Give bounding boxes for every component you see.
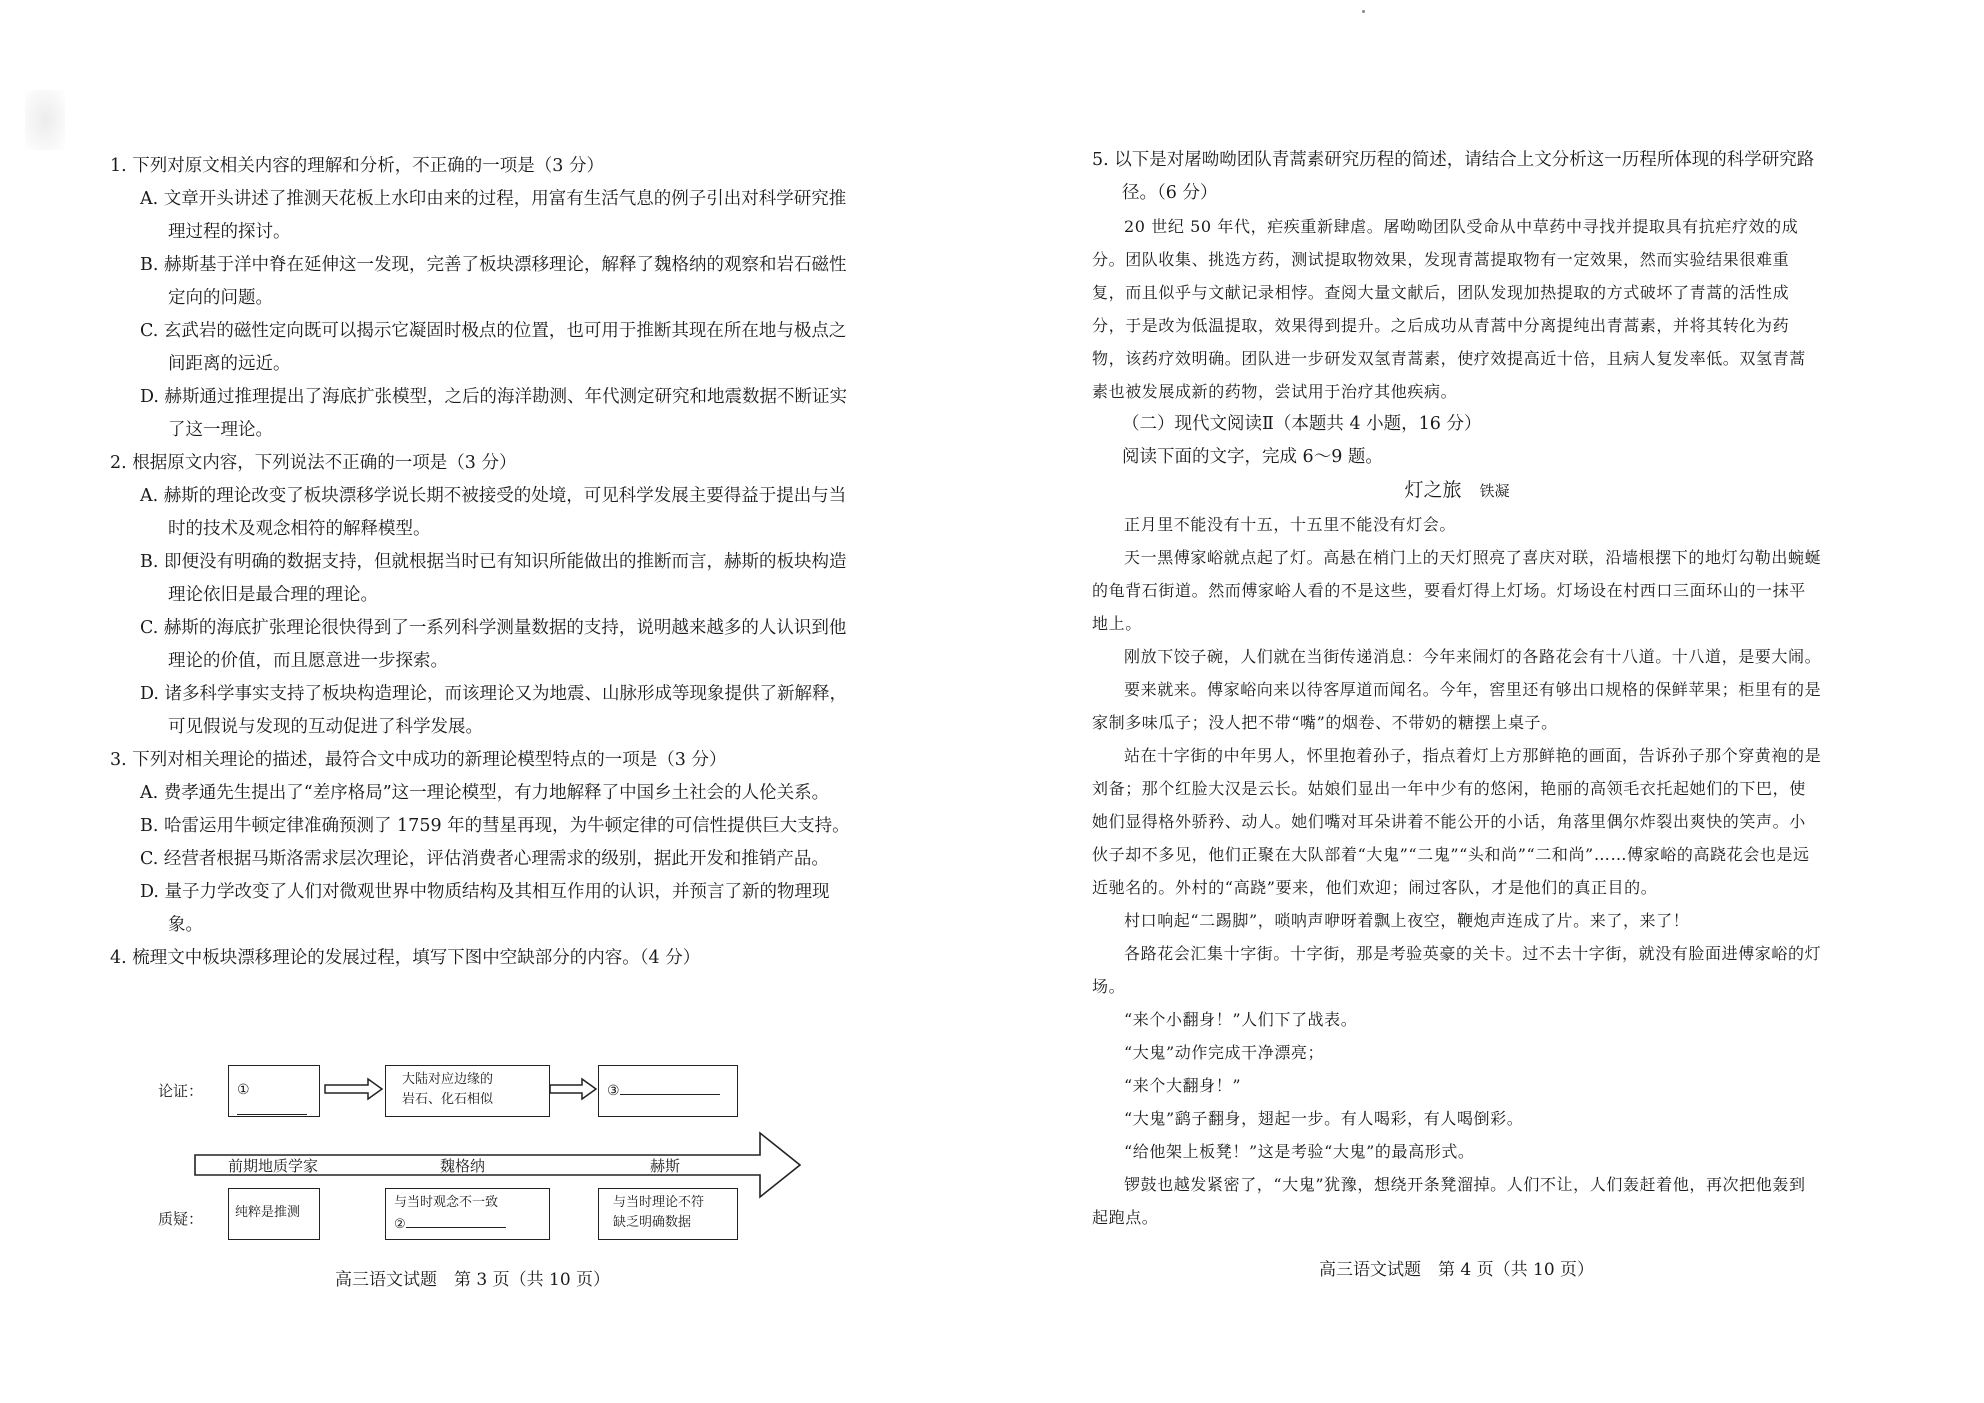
arrow-2-icon [550,1079,596,1099]
article-paragraph: “大鬼”鹞子翻身，翅起一步。有人喝彩，有人喝倒彩。 [1124,1109,1524,1128]
article-paragraph: 站在十字街的中年男人，怀里抱着孙子，指点着灯上方那鲜艳的画面，告诉孙子那个穿黄袍的是刘备；那个红脸大汉是云长。姑娘们显出一年中少有的悠闲，艳丽的高领毛衣托起她们的下巴，使她们显得格外骄矜、动人。她们嘴对耳朵讲着不能公开的小话，角落里偶尔炸裂出爽快的笑声。小伙子却不多见，他们正聚在大队部着“大鬼”“二鬼”“头和尚”“二和尚”……傅家峪的高跷花会也是远近驰名的。外村的“高跷”要来，他们欢迎；闹过客队，才是他们的真正目的。 [1092,746,1822,897]
article-paragraph: 正月里不能没有十五，十五里不能没有灯会。 [1124,515,1457,534]
article-paragraph: 天一黑傅家峪就点起了灯。高悬在梢门上的天灯照亮了喜庆对联，沿墙根摆下的地灯勾勒出蜿蜒的龟背石街道。然而傅家峪人看的不是这些，要看灯得上灯场。灯场设在村西口三面环山的一抹平地上。 [1092,548,1822,633]
article-header [1092,474,1822,508]
section-heading: （二）现代文阅读Ⅱ（本题共 4 小题，16 分） [1122,414,1482,434]
question-5-stem: 5. 以下是对屠呦呦团队青蒿素研究历程的简述，请结合上文分析这一历程所体现的科学研究路径。（6 分） [1092,150,1815,203]
blank-3-marker: ③ [607,1083,620,1099]
right-page [992,0,1984,1403]
doubt-label: 质疑： [158,1210,204,1228]
question-5-passage: 20 世纪 50 年代，疟疾重新肆虐。屠呦呦团队受命从中草药中寻找并提取具有抗疟疗效的成分。团队收集、挑选方药，测试提取物效果，发现青蒿提取物有一定效果，然而实验结果很难重复，而且似乎与文献记录相悖。查阅大量文献后，团队发现加热提取的方式破坏了青蒿的活性成分，于是改为低温提取，效果得到提升。之后成功从青蒿中分离提纯出青蒿素，并将其转化为药物，该药疗效明确。团队进一步研发双氢青蒿素，使疗效提高近十倍，且病人复发率低。双氢青蒿素也被发展成新的药物，尝试用于治疗其他疾病。 [1092,217,1806,401]
timeline-label-hess: 赫斯 [650,1157,681,1175]
article-paragraph: “来个大翻身！” [1124,1076,1242,1095]
question-2-option-d: D. 诸多科学事实支持了板块构造理论，而该理论又为地震、山脉形成等现象提供了新解释，可见假说与发现的互动促进了科学发展。 [140,684,848,737]
question-1-option-d: D. 赫斯通过推理提出了海底扩张模型，之后的海洋勘测、年代测定研究和地震数据不断证实了这一理论。 [140,387,848,440]
question-3-option-b: B. 哈雷运用牛顿定律准确预测了 1759 年的彗星再现，为牛顿定律的可信性提供巨大支持。 [140,816,850,836]
article-paragraph: “给他架上板凳！”这是考验“大鬼”的最高形式。 [1124,1142,1475,1161]
blank-2-marker: ② [394,1217,406,1232]
article-title: 灯之旅 [1404,479,1462,501]
arrow-1-icon [325,1079,382,1099]
question-3-option-a: A. 费孝通先生提出了“差序格局”这一理论模型，有力地解释了中国乡土社会的人伦关系。 [140,783,830,803]
argument-box-2-line-1: 大陆对应边缘的 [402,1072,494,1087]
question-1-option-b: B. 赫斯基于洋中脊在延伸这一发现，完善了板块漂移理论，解释了魏格纳的观察和岩石磁性定向的问题。 [140,255,847,308]
timeline-label-wegener: 魏格纳 [440,1157,486,1175]
question-1-option-a: A. 文章开头讲述了推测天花板上水印由来的过程，用富有生活气息的例子引出对科学研究推理过程的探讨。 [140,189,847,242]
article-paragraph: 刚放下饺子碗，人们就在当街传递消息：今年来闹灯的各路花会有十八道。十八道，是要大闹。 [1124,647,1822,666]
question-1-stem: 1. 下列对原文相关内容的理解和分析，不正确的一项是（3 分） [110,156,604,176]
argument-label: 论证： [158,1082,204,1100]
doubt-box-3-line-2: 缺乏明确数据 [613,1215,692,1230]
doubt-box-3 [598,1188,738,1240]
scan-artifact [25,90,65,150]
question-2-option-b: B. 即便没有明确的数据支持，但就根据当时已有知识所能做出的推断而言，赫斯的板块构造理论依旧是最合理的理论。 [140,552,847,605]
question-2-option-a: A. 赫斯的理论改变了板块漂移学说长期不被接受的处境，可见科学发展主要得益于提出与当时的技术及观念相符的解释模型。 [140,486,847,539]
argument-box-2 [385,1065,550,1117]
argument-box-3 [598,1065,738,1117]
blank-3[interactable] [620,1080,720,1095]
article-author: 铁凝 [1479,482,1510,500]
question-1-option-c: C. 玄武岩的磁性定向既可以揭示它凝固时极点的位置，也可用于推断其现在所在地与极点之间距离的远近。 [140,321,847,374]
left-page-footer: 高三语文试题 第 3 页（共 10 页） [335,1270,611,1290]
question-3-stem: 3. 下列对相关理论的描述，最符合文中成功的新理论模型特点的一项是（3 分） [110,750,727,770]
question-3-option-d: D. 量子力学改变了人们对微观世界中物质结构及其相互作用的认识，并预言了新的物理现象。 [140,882,830,935]
question-2-stem: 2. 根据原文内容，下列说法不正确的一项是（3 分） [110,453,517,473]
section-instruction: 阅读下面的文字，完成 6～9 题。 [1122,447,1383,467]
article-paragraph: “大鬼”动作完成干净漂亮； [1124,1043,1325,1062]
argument-box-1 [228,1065,320,1117]
doubt-box-2 [385,1188,550,1240]
article-paragraph: 各路花会汇集十字街。十字街，那是考验英豪的关卡。过不去十字街，就没有脸面进傅家峪的灯场。 [1092,944,1822,996]
doubt-box-1: 纯粹是推测 [228,1188,320,1240]
article-paragraph: 要来就来。傅家峪向来以待客厚道而闻名。今年，窖里还有够出口规格的保鲜苹果；柜里有的是家制多味瓜子；没人把不带“嘴”的烟卷、不带奶的糖摆上桌子。 [1092,680,1822,732]
article-paragraph: “来个小翻身！”人们下了战表。 [1124,1010,1358,1029]
question-3-option-c: C. 经营者根据马斯洛需求层次理论，评估消费者心理需求的级别，据此开发和推销产品。 [140,849,829,869]
article-paragraph: 村口响起“二踢脚”，唢呐声咿呀着飘上夜空，鞭炮声连成了片。来了，来了！ [1124,911,1690,930]
blank-1-marker: ① [237,1082,250,1098]
scan-speck [1362,10,1365,13]
question-2-option-c: C. 赫斯的海底扩张理论很快得到了一系列科学测量数据的支持，说明越来越多的人认识到他理论的价值，而且愿意进一步探索。 [140,618,847,671]
left-column [110,150,855,975]
timeline-label-early-geologists: 前期地质学家 [228,1157,319,1175]
article-paragraph: 锣鼓也越发紧密了，“大鬼”犹豫，想绕开条凳溜掉。人们不让，人们轰赶着他，再次把他轰到起跑点。 [1092,1175,1806,1227]
argument-box-2-line-2: 岩石、化石相似 [402,1092,494,1107]
blank-2[interactable] [406,1213,506,1228]
blank-1[interactable] [237,1100,307,1115]
doubt-box-2-line-1: 与当时观念不一致 [394,1195,499,1210]
right-page-footer: 高三语文试题 第 4 页（共 10 页） [1319,1260,1595,1280]
right-column [1092,144,1822,1234]
plate-theory-diagram [150,1055,810,1255]
doubt-box-3-line-1: 与当时理论不符 [613,1195,705,1210]
question-4-stem: 4. 梳理文中板块漂移理论的发展过程，填写下图中空缺部分的内容。（4 分） [110,948,701,968]
